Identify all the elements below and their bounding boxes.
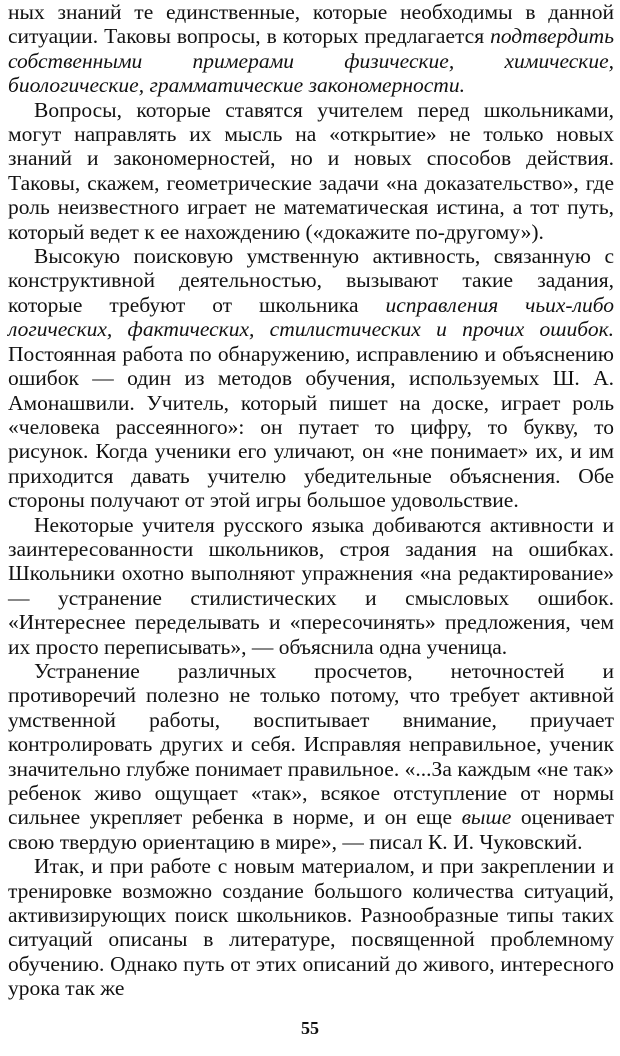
text-segment: Постоянная работа по обнаружению, исправлению и объяснению ошибок — один из методов обучения, используемых Ш. А. Амонашвили. Учитель, который пишет на доске, играет роль «человека рассеянного»: он путает то цифру, то букву, то рисунок. Когда ученики его уличают, он «не понимает» их, и им приходится давать учителю убедительные объяснения. Обе стороны получают от этой игры большое удовольствие. — [8, 341, 614, 513]
paragraph-2 — [8, 98, 614, 244]
italic-segment: выше — [461, 805, 512, 830]
page-number: 55 — [301, 1018, 319, 1038]
italic-segment: подтвердить собственными примерами физические, химические, биологические, грамматические закономерности. — [8, 24, 614, 98]
text-segment: оценивает свою твердую ориентацию в мире», — писал К. И. Чуковский. — [8, 805, 614, 854]
paragraph-1 — [8, 0, 614, 98]
paragraph-6 — [8, 854, 614, 1000]
paragraph-4 — [8, 513, 614, 659]
italic-segment: исправления чьих-либо логических, фактических, стилистических и прочих ошибок. — [8, 292, 614, 342]
text-segment: Устранение различных просчетов, неточностей и противоречий полезно не только потому, что требует активной умственной работы, воспитывает внимание, приучает контролировать других и себя. Исправляя неправильное, ученик значительно глубже понимает правильное. «...За каждым «не так» ребенок живо ощущает «так», всякое отступление от нормы сильнее укрепляет ребенка в норме, и он еще — [8, 658, 614, 830]
paragraph-3 — [8, 244, 614, 512]
text-segment: Высокую поисковую умственную активность, связанную с конструктивной деятельностью, вызывают такие задания, которые требуют от школьника — [8, 244, 614, 317]
text-segment: ных знаний те единственные, которые необходимы в данной ситуации. Таковы вопросы, в которых предлагается — [8, 0, 614, 49]
page-body — [8, 0, 614, 1056]
text-segment: Итак, и при работе с новым материалом, и при закреплении и тренировке возможно создание большого количества ситуаций, активизирующих поиск школьников. Разнообразные типы таких ситуаций описаны в литературе, посвященной проблемному обучению. Однако путь от этих описаний до живого, интересного урока так же — [8, 854, 614, 1001]
text-segment: Вопросы, которые ставятся учителем перед школьниками, могут направлять их мысль на «открытие» не только новых знаний и закономерностей, но и новых способов действия. Таковы, скажем, геометрические задачи «на доказательство», где роль неизвестного играет не математическая истина, а тот путь, который ведет к ее нахождению («докажите по-другому»). — [8, 97, 614, 244]
paragraph-5 — [8, 659, 614, 854]
text-segment: Некоторые учителя русского языка добиваются активности и заинтересованности школьников, строя задания на ошибках. Школьники охотно выполняют упражнения «на редактирование» — устранение стилистических и смысловых ошибок. «Интереснее переделывать и «пересочинять» предложения, чем их просто переписывать», — объяснила одна ученица. — [8, 512, 614, 659]
